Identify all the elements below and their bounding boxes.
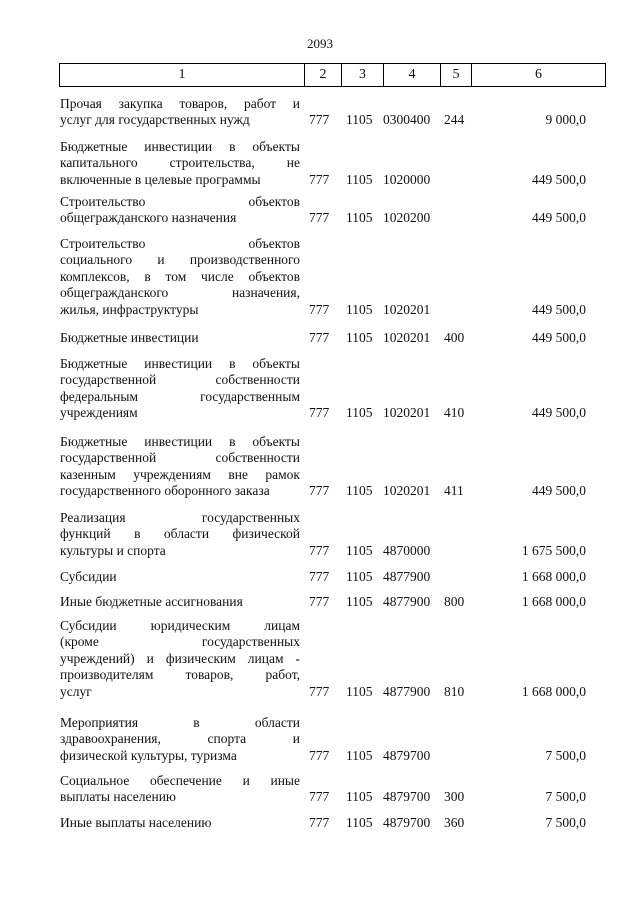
description-line: включенные в целевые программы — [60, 171, 261, 187]
row-description — [60, 510, 300, 559]
expense-type-code: 400 — [444, 330, 465, 345]
ministry-code: 777 — [309, 112, 330, 128]
row-description — [60, 594, 300, 610]
row-description — [60, 330, 300, 346]
row-description — [60, 773, 300, 806]
amount: 449 500,0 — [532, 405, 586, 421]
section-code: 1105 — [346, 747, 373, 763]
target-article-code: 1020201 — [383, 330, 431, 345]
target-article-code: 4879700 — [383, 747, 431, 763]
table-header — [59, 63, 606, 87]
target-article-code: 4870000 — [383, 542, 431, 558]
target-article-code: 4877900 — [383, 594, 431, 609]
target-article-code: 4877900 — [383, 569, 431, 584]
amount: 449 500,0 — [532, 301, 586, 317]
ministry-code: 777 — [309, 483, 330, 499]
ministry-code: 777 — [309, 210, 330, 226]
amount: 449 500,0 — [532, 210, 586, 226]
description-line: Иные выплаты населению — [60, 815, 212, 830]
description-line: государственной собственности — [60, 450, 300, 466]
row-description — [60, 139, 300, 188]
description-line: учреждений) и физическим лицам - — [60, 650, 300, 666]
amount: 7 500,0 — [545, 747, 586, 763]
section-code: 1105 — [346, 405, 373, 421]
header-col-2: 2 — [305, 64, 342, 86]
row-description — [60, 434, 300, 500]
description-line: культуры и спорта — [60, 542, 166, 558]
row-description — [60, 236, 300, 318]
target-article-code: 4877900 — [383, 683, 431, 699]
expense-type-code: 244 — [444, 112, 465, 128]
description-line: Строительство объектов — [60, 194, 300, 209]
description-line: услуг — [60, 683, 92, 699]
amount: 1 668 000,0 — [521, 683, 586, 699]
description-line: учреждениям — [60, 405, 138, 421]
target-article-code: 1020200 — [383, 210, 431, 226]
section-code: 1105 — [346, 789, 373, 805]
description-line: Строительство объектов — [60, 236, 300, 251]
header-col-5: 5 — [441, 64, 472, 86]
section-code: 1105 — [346, 210, 373, 226]
row-description — [60, 356, 300, 422]
section-code: 1105 — [346, 171, 373, 187]
row-description — [60, 715, 300, 764]
description-line: Прочая закупка товаров, работ и — [60, 96, 300, 111]
description-line: общегражданского назначения — [60, 210, 237, 226]
description-line: Реализация государственных — [60, 510, 300, 525]
description-line: Бюджетные инвестиции в объекты — [60, 434, 300, 449]
description-line: жилья, инфраструктуры — [60, 301, 199, 317]
header-col-1: 1 — [60, 64, 305, 86]
description-line: комплексов, в том числе объектов — [60, 268, 300, 284]
description-line: Бюджетные инвестиции в объекты — [60, 139, 300, 154]
target-article-code: 0300400 — [383, 112, 431, 128]
ministry-code: 777 — [309, 542, 330, 558]
expense-type-code: 300 — [444, 789, 465, 805]
row-description — [60, 194, 300, 227]
ministry-code: 777 — [309, 171, 330, 187]
section-code: 1105 — [346, 301, 373, 317]
ministry-code: 777 — [309, 330, 330, 345]
expense-type-code: 810 — [444, 683, 465, 699]
amount: 1 668 000,0 — [521, 569, 586, 584]
amount: 449 500,0 — [532, 171, 586, 187]
section-code: 1105 — [346, 569, 373, 584]
section-code: 1105 — [346, 483, 373, 499]
section-code: 1105 — [346, 542, 373, 558]
description-line: (кроме государственных — [60, 634, 300, 650]
section-code: 1105 — [346, 683, 373, 699]
description-line: Субсидии — [60, 569, 117, 584]
expense-type-code: 800 — [444, 594, 465, 609]
description-line: услуг для государственных нужд — [60, 112, 250, 128]
description-line: федеральным государственным — [60, 388, 300, 404]
target-article-code: 1020201 — [383, 301, 431, 317]
description-line: Бюджетные инвестиции в объекты — [60, 356, 300, 371]
header-col-4: 4 — [384, 64, 441, 86]
description-line: выплаты населению — [60, 789, 177, 805]
expense-type-code: 410 — [444, 405, 465, 421]
description-line: социального и производственного — [60, 252, 300, 268]
header-col-3: 3 — [342, 64, 384, 86]
description-line: здравоохранения, спорта и — [60, 731, 300, 747]
amount: 9 000,0 — [545, 112, 586, 128]
description-line: Бюджетные инвестиции — [60, 330, 199, 345]
row-description — [60, 96, 300, 129]
target-article-code: 1020201 — [383, 483, 431, 499]
description-line: производителям товаров, работ, — [60, 667, 300, 683]
description-line: Мероприятия в области — [60, 715, 300, 730]
expense-type-code: 360 — [444, 815, 465, 830]
section-code: 1105 — [346, 112, 373, 128]
description-line: общегражданского назначения, — [60, 285, 300, 301]
ministry-code: 777 — [309, 747, 330, 763]
expense-type-code: 411 — [444, 483, 464, 499]
section-code: 1105 — [346, 330, 373, 345]
row-description — [60, 618, 300, 700]
description-line: физической культуры, туризма — [60, 747, 237, 763]
ministry-code: 777 — [309, 815, 330, 830]
target-article-code: 1020201 — [383, 405, 431, 421]
description-line: функций в области физической — [60, 526, 300, 542]
target-article-code: 1020000 — [383, 171, 431, 187]
ministry-code: 777 — [309, 301, 330, 317]
row-description — [60, 569, 300, 585]
ministry-code: 777 — [309, 405, 330, 421]
section-code: 1105 — [346, 815, 373, 830]
amount: 1 668 000,0 — [521, 594, 586, 609]
target-article-code: 4879700 — [383, 789, 431, 805]
amount: 7 500,0 — [545, 815, 586, 830]
description-line: Социальное обеспечение и иные — [60, 773, 300, 788]
amount: 1 675 500,0 — [521, 542, 586, 558]
description-line: государственного оборонного заказа — [60, 483, 270, 499]
ministry-code: 777 — [309, 594, 330, 609]
amount: 449 500,0 — [532, 483, 586, 499]
ministry-code: 777 — [309, 683, 330, 699]
description-line: Субсидии юридическим лицам — [60, 618, 300, 633]
amount: 7 500,0 — [545, 789, 586, 805]
description-line: государственной собственности — [60, 372, 300, 388]
description-line: капитального строительства, не — [60, 155, 300, 171]
ministry-code: 777 — [309, 789, 330, 805]
description-line: казенным учреждениям вне рамок — [60, 466, 300, 482]
target-article-code: 4879700 — [383, 815, 431, 830]
amount: 449 500,0 — [532, 330, 586, 345]
description-line: Иные бюджетные ассигнования — [60, 594, 243, 609]
page-number: 2093 — [307, 36, 333, 51]
row-description — [60, 815, 300, 831]
ministry-code: 777 — [309, 569, 330, 584]
section-code: 1105 — [346, 594, 373, 609]
header-col-6: 6 — [535, 67, 542, 82]
